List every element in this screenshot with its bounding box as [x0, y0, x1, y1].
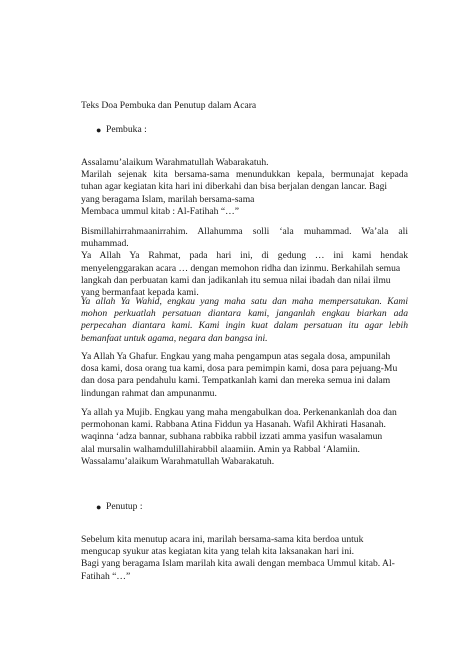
text-line: Ya allah Ya Wahid, engkau yang maha satu dan maha mempersatukan. Kami — [81, 296, 408, 307]
bullet-penutup-label: Penutup : — [106, 501, 143, 512]
text-line: mengucap syukur atas kegiatan kita yang telah kita laksanakan hari ini. — [81, 546, 355, 558]
bullet-dot-icon: ● — [96, 125, 102, 135]
paragraph-ya-ghafur — [81, 351, 408, 400]
bullet-dot-icon: ● — [96, 502, 102, 512]
text-line: mohon perkuatlah persatuan diantara kami, janganlah engkau biarkan ada — [81, 308, 408, 320]
text-line: Wassalamu’alaikum Warahmatullah Wabarakatuh. — [81, 455, 275, 467]
text-line: permohonan kami. Rabbana Atina Fiddun ya Hasanah. Wafil Akhirati Hasanah. — [81, 419, 386, 431]
paragraph-opening-prayer — [81, 226, 408, 299]
bullet-penutup — [96, 501, 143, 513]
text-line: Marilah sejenak kita bersama-sama menundukkan kepala, bermunajat kepada — [81, 169, 408, 181]
text-line: Sebelum kita menutup acara ini, marilah bersama-sama kita berdoa untuk — [81, 534, 364, 545]
paragraph-ya-wahid — [81, 296, 408, 345]
paragraph-opening-greeting — [81, 157, 408, 218]
text-line: Fatihah “…” — [81, 570, 131, 582]
paragraph-ya-mujib — [81, 407, 408, 468]
text-line: tuhan agar kegiatan kita hari ini diberkahi dan bisa berjalan dengan lancar. Bagi — [81, 181, 388, 193]
text-line: Membaca ummul kitab : Al-Fatihah “…” — [81, 205, 239, 217]
text-line: lindungan rahmat dan ampunanmu. — [81, 387, 217, 399]
text-line: Ya Allah Ya Rahmat, pada hari ini, di gedung … ini kami hendak — [81, 250, 408, 262]
text-line: waqinna ‘adza bannar, subhana rabbika rabbil izzati amma yasifun wasalamun — [81, 431, 383, 443]
text-line: Bagi yang beragama Islam marilah kita awali dengan membaca Ummul kitab. Al- — [81, 558, 395, 570]
text-line: yang beragama Islam, marilah bersama-sama — [81, 193, 255, 205]
text-line: muhammad. — [81, 238, 129, 250]
text-line: Ya Allah Ya Ghafur. Engkau yang maha pengampun atas segala dosa, ampunilah — [81, 351, 391, 362]
text-line: Bismillahirrahmaanirrahim. Allahumma solli ‘ala muhammad. Wa’ala ali — [81, 226, 408, 237]
text-line: langkah dan perbuatan kami dan jadikanlah itu semua nilai ibadah dan nilai ilmu — [81, 274, 391, 286]
text-line: yang bermanfaat kepada kami. — [81, 287, 199, 299]
text-line: Ya allah ya Mujib. Engkau yang maha mengabulkan doa. Perkenankanlah doa dan — [81, 407, 397, 418]
bullet-pembuka — [96, 124, 147, 136]
bullet-pembuka-label: Pembuka : — [106, 124, 147, 135]
text-line: perpecahan diantara kami. Kami ingin kuat dalam persatuan itu agar lebih — [81, 320, 408, 332]
text-line: alal mursalin walhamdulillahirabbil alaamiin. Amin ya Rabbal ‘Alamiin. — [81, 443, 360, 455]
text-line: dosa kami, dosa orang tua kami, dosa para pemimpin kami, dosa para pejuang-Mu — [81, 363, 398, 375]
text-line: dan dosa para pendahulu kami. Tempatkanlah kami dan mereka semua ini dalam — [81, 375, 391, 387]
text-line: menyelenggarakan acara … dengan memohon ridha dan izinmu. Berkahilah semua — [81, 262, 401, 274]
text-line: Assalamu’alaikum Warahmatullah Wabarakatuh. — [81, 157, 269, 168]
paragraph-closing — [81, 534, 408, 583]
document-title: Teks Doa Pembuka dan Penutup dalam Acara — [81, 100, 257, 111]
text-line: bemanfaat untuk agama, negara dan bangsa ini. — [81, 332, 268, 344]
